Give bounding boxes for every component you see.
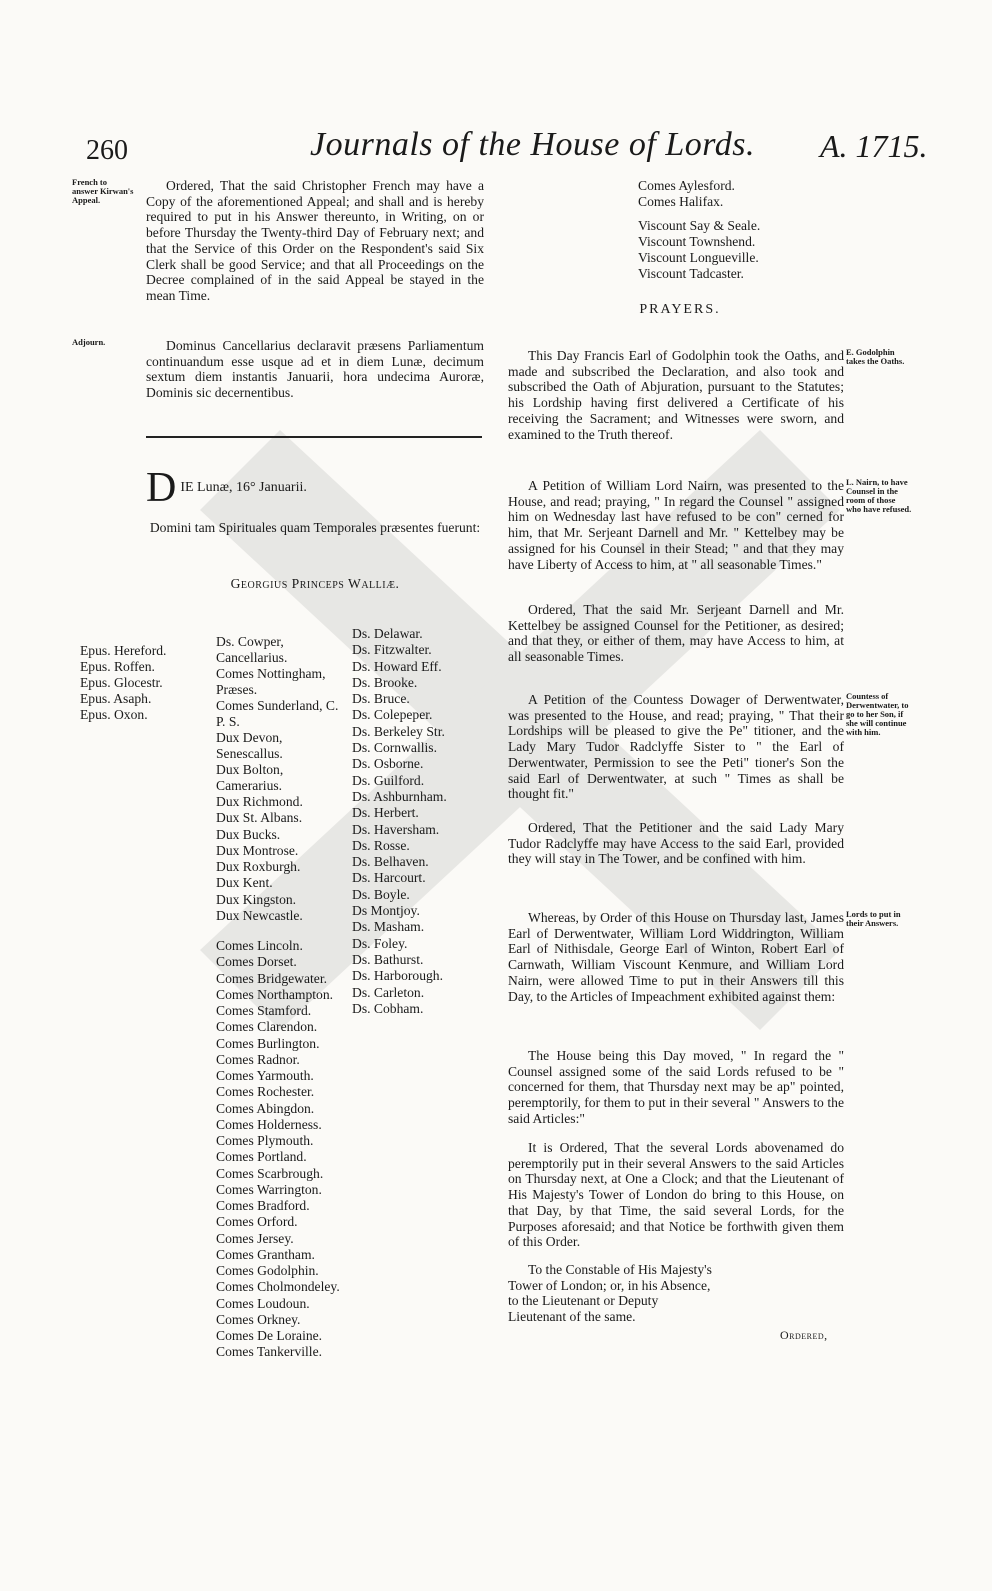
- moved-paragraph: The House being this Day moved, " In regard the " Counsel assigned some of the said Lords refused to be " concerned for them, that Thursday next may be ap" pointed, peremptorily, for them to put in their several " Answers to the said Articles:": [508, 1048, 844, 1126]
- list-item: Dux Bolton, Camerarius.: [216, 762, 284, 793]
- list-item: Comes Nottingham, Præses.: [216, 666, 326, 697]
- list-item: Comes Holderness.: [216, 1116, 322, 1132]
- list-item: Comes Lincoln.: [216, 938, 303, 953]
- list-item: Ds. Osborne.: [352, 756, 424, 772]
- list-item: Comes Bradford.: [216, 1198, 310, 1213]
- list-item: Viscount Say & Seale.: [638, 218, 761, 233]
- list-item: Comes Loudoun.: [216, 1295, 310, 1311]
- list-item: Comes Grantham.: [216, 1246, 315, 1262]
- list-item: Comes Northampton.: [216, 986, 334, 1002]
- list-item: Comes Stamford.: [216, 1003, 312, 1018]
- catchword: Ordered,: [780, 1328, 828, 1342]
- title-word: Journals: [310, 126, 433, 163]
- top-peers-list: [638, 178, 838, 282]
- list-item: Comes Plymouth.: [216, 1133, 314, 1148]
- list-item: Dux St. Albans.: [216, 810, 303, 826]
- journal-title: [310, 126, 755, 164]
- list-item: Dux Roxburgh.: [216, 859, 301, 875]
- list-item: Comes Bridgewater.: [216, 970, 327, 986]
- ordered-french-paragraph: Ordered, That the said Christopher French may have a Copy of the aforementioned Appeal; and shall and is hereby required to put in his Answer thereunto, in Writing, on or before Thursday the Twenty-third Day of February next; and that the Service of this Order on the Respondent's said Six Clerk shall be good Service; and that all Proceedings on the Decree complained of in the said Appeal be stayed in the mean Time.: [146, 178, 484, 303]
- it-is-ordered-paragraph: It is Ordered, That the several Lords abovenamed do peremptorily put in their several Answers to the said Articles on Thursday next, at One a Clock; and that the Lieutenant of His Majesty's Tower of London do bring to this House, on that Day, by that Time, the said several Lords, for the Purposes aforesaid; and that Notice be forthwith given them of this Order.: [508, 1140, 844, 1250]
- officers-list: [216, 634, 344, 794]
- domini-heading: Domini tam Spirituales quam Temporales præsentes fuerunt:: [149, 520, 481, 535]
- list-item: Ds. Guilford.: [352, 772, 425, 788]
- list-item: Epus. Hereford.: [80, 643, 167, 658]
- section-rule: [146, 436, 482, 438]
- list-item: Dux Montrose.: [216, 842, 299, 858]
- barons-list: [352, 626, 484, 1017]
- list-item: Ds. Brooke.: [352, 674, 418, 690]
- list-item: Viscount Tadcaster.: [638, 266, 744, 281]
- list-item: Comes Abingdon.: [216, 1100, 315, 1116]
- list-item: Comes De Loraine.: [216, 1328, 323, 1343]
- list-item: Comes Aylesford.: [638, 178, 735, 193]
- bishops-list: [80, 643, 200, 723]
- margin-note-lords-answers: Lords to put in their Answers.: [846, 909, 901, 928]
- list-item: Ds. Foley.: [352, 935, 408, 951]
- list-item: Comes Yarmouth.: [216, 1068, 314, 1083]
- list-item: Ds. Bathurst.: [352, 951, 424, 967]
- whereas-paragraph: Whereas, by Order of this House on Thursday last, James Earl of Derwentwater, William Lord Widdrington, William Earl of Nithisdale, George Earl of Winton, Robert Earl of Carnwath, William Viscount Kenmure, and William Lord Nairn, were allowed Time to put in their Answers till this Day, to the Articles of Impeachment exhibited against them:: [508, 910, 844, 1004]
- die-heading-text: IE Lunæ, 16° Januarii.: [180, 480, 307, 495]
- list-item: Comes Sunderland, C. P. S.: [216, 698, 339, 729]
- earls-list: [216, 938, 356, 1361]
- list-item: Epus. Roffen.: [80, 659, 155, 674]
- list-item: Comes Tankerville.: [216, 1344, 323, 1360]
- list-item: Comes Jersey.: [216, 1230, 294, 1246]
- title-word: the: [478, 126, 522, 163]
- list-item: Viscount Longueville.: [638, 250, 759, 265]
- list-item: Ds. Carleton.: [352, 984, 425, 1000]
- list-item: Ds. Bruce.: [352, 691, 410, 707]
- title-word: of: [442, 126, 470, 163]
- list-item: Ds. Ashburnham.: [352, 788, 447, 804]
- list-item: Ds. Haversham.: [352, 821, 440, 837]
- list-item: Viscount Townshend.: [638, 234, 756, 249]
- die-heading: [146, 465, 484, 511]
- list-item: Comes Clarendon.: [216, 1019, 318, 1035]
- list-item: Ds. Harcourt.: [352, 870, 426, 886]
- list-item: Comes Scarbrough.: [216, 1165, 324, 1181]
- list-item: Comes Warrington.: [216, 1181, 322, 1197]
- adjourn-paragraph: Dominus Cancellarius declaravit præsens Parliamentum continuandum esse usque ad et in diem Lunæ, decimum sextum diem instantis Januarii, hora undecima Auroræ, Dominis sic decernentibus.: [146, 338, 484, 401]
- title-word: of: [628, 126, 657, 163]
- prayers-heading: PRAYERS.: [639, 302, 721, 317]
- godolphin-paragraph: This Day Francis Earl of Godolphin took the Oaths, and made and subscribed the Declaration, and also took and subscribed the Oath of Abjuration, pursuant to the Statutes; his Lordship having first delivered a Certificate of his receiving the Sacrament; and Witnesses were sworn, and examined to the Truth thereof.: [508, 348, 844, 442]
- derwentwater-ordered-paragraph: Ordered, That the Petitioner and the said Lady Mary Tudor Radclyffe may have Access to the said Earl, provided they will stay in The Tower, and be confined with him.: [508, 820, 844, 867]
- list-item: Ds. Fitzwalter.: [352, 642, 432, 658]
- margin-note-nairn: L. Nairn, to have Counsel in the room of those who have refused.: [846, 477, 912, 514]
- list-item: Ds. Harborough.: [352, 968, 443, 984]
- list-item: Epus. Asaph.: [80, 691, 152, 706]
- list-item: Ds. Belhaven.: [352, 854, 429, 870]
- prince-line: Georgius Princeps Walliæ.: [230, 576, 400, 591]
- nairn-ordered-paragraph: Ordered, That the said Mr. Serjeant Darnell and Mr. Kettelbey be assigned Counsel for the Petitioner, as desired; and that they, or either of them, may have Access to him, at all seasonable Times.: [508, 602, 844, 665]
- list-item: Ds. Delawar.: [352, 626, 423, 641]
- margin-note-french: French to answer Kirwan's Appeal.: [72, 177, 134, 205]
- nairn-petition-paragraph: A Petition of William Lord Nairn, was presented to the House, and read; praying, " In regard the Counsel " assigned him on Wednesday last have refused to be con" cerned for him, that Mr. Serjeant Darnell and Mr. " Kettelbey may be assigned for his Counsel in their Stead; " and that they may have Liberty of Access to him, at " all seasonable Times.": [508, 478, 844, 572]
- page-number: 260: [86, 135, 128, 166]
- title-word: House: [530, 126, 620, 163]
- list-item: Ds. Boyle.: [352, 886, 410, 902]
- margin-note-godolphin: E. Godolphin takes the Oaths.: [846, 347, 905, 366]
- list-item: Comes Halifax.: [638, 194, 724, 209]
- to-constable-paragraph: To the Constable of His Majesty's Tower of London; or, in his Absence, to the Lieutenant or Deputy Lieutenant of the same.: [508, 1262, 712, 1325]
- list-item: Ds Montjoy.: [352, 903, 420, 919]
- list-item: Comes Radnor.: [216, 1051, 300, 1067]
- list-item: Comes Dorset.: [216, 954, 297, 970]
- list-item: Ds. Colepeper.: [352, 707, 433, 723]
- list-item: Ds. Howard Eff.: [352, 658, 442, 674]
- margin-note-adjourn: Adjourn.: [72, 337, 106, 347]
- list-item: Comes Burlington.: [216, 1035, 320, 1051]
- list-item: Ds. Masham.: [352, 919, 425, 935]
- derwentwater-petition-paragraph: A Petition of the Countess Dowager of Derwentwater, was presented to the House, and read; praying, " That their Lordships will be pleased to give the Pe" titioner, and the Lady Mary Tudor Radclyffe Sister to " the Earl of Derwentwater, Permission to see the Peti" tioner's Son the said Earl of Derwentwater, at such " Times as shall be thought fit.": [508, 692, 844, 802]
- list-item: Comes Portland.: [216, 1149, 307, 1165]
- list-item: Dux Kingston.: [216, 891, 297, 907]
- list-item: Ds. Cornwallis.: [352, 740, 437, 756]
- list-item: Dux Devon, Senescallus.: [216, 730, 283, 761]
- margin-note-derwentwater: Countess of Derwentwater, to go to her Son, if she will continue with him.: [846, 691, 909, 737]
- list-item: Epus. Oxon.: [80, 707, 148, 722]
- title-word: Lords.: [665, 126, 755, 163]
- list-item: Comes Rochester.: [216, 1084, 315, 1100]
- list-item: Ds. Rosse.: [352, 837, 410, 853]
- list-item: Ds. Berkeley Str.: [352, 723, 445, 739]
- list-item: Comes Orford.: [216, 1214, 298, 1230]
- list-item: Ds. Cowper, Cancellarius.: [216, 634, 288, 665]
- year: A. 1715.: [820, 128, 928, 164]
- list-item: Ds. Herbert.: [352, 805, 419, 821]
- list-item: Dux Newcastle.: [216, 908, 303, 924]
- list-item: Comes Orkney.: [216, 1311, 301, 1327]
- dropcap: D: [146, 465, 177, 511]
- list-item: Ds. Cobham.: [352, 1000, 424, 1016]
- list-item: Dux Richmond.: [216, 794, 303, 809]
- list-item: Comes Cholmondeley.: [216, 1279, 340, 1295]
- list-item: Epus. Glocestr.: [80, 675, 163, 690]
- list-item: Dux Kent.: [216, 875, 273, 891]
- list-item: Comes Godolphin.: [216, 1263, 319, 1278]
- list-item: Dux Bucks.: [216, 826, 281, 842]
- dukes-list: [216, 794, 344, 924]
